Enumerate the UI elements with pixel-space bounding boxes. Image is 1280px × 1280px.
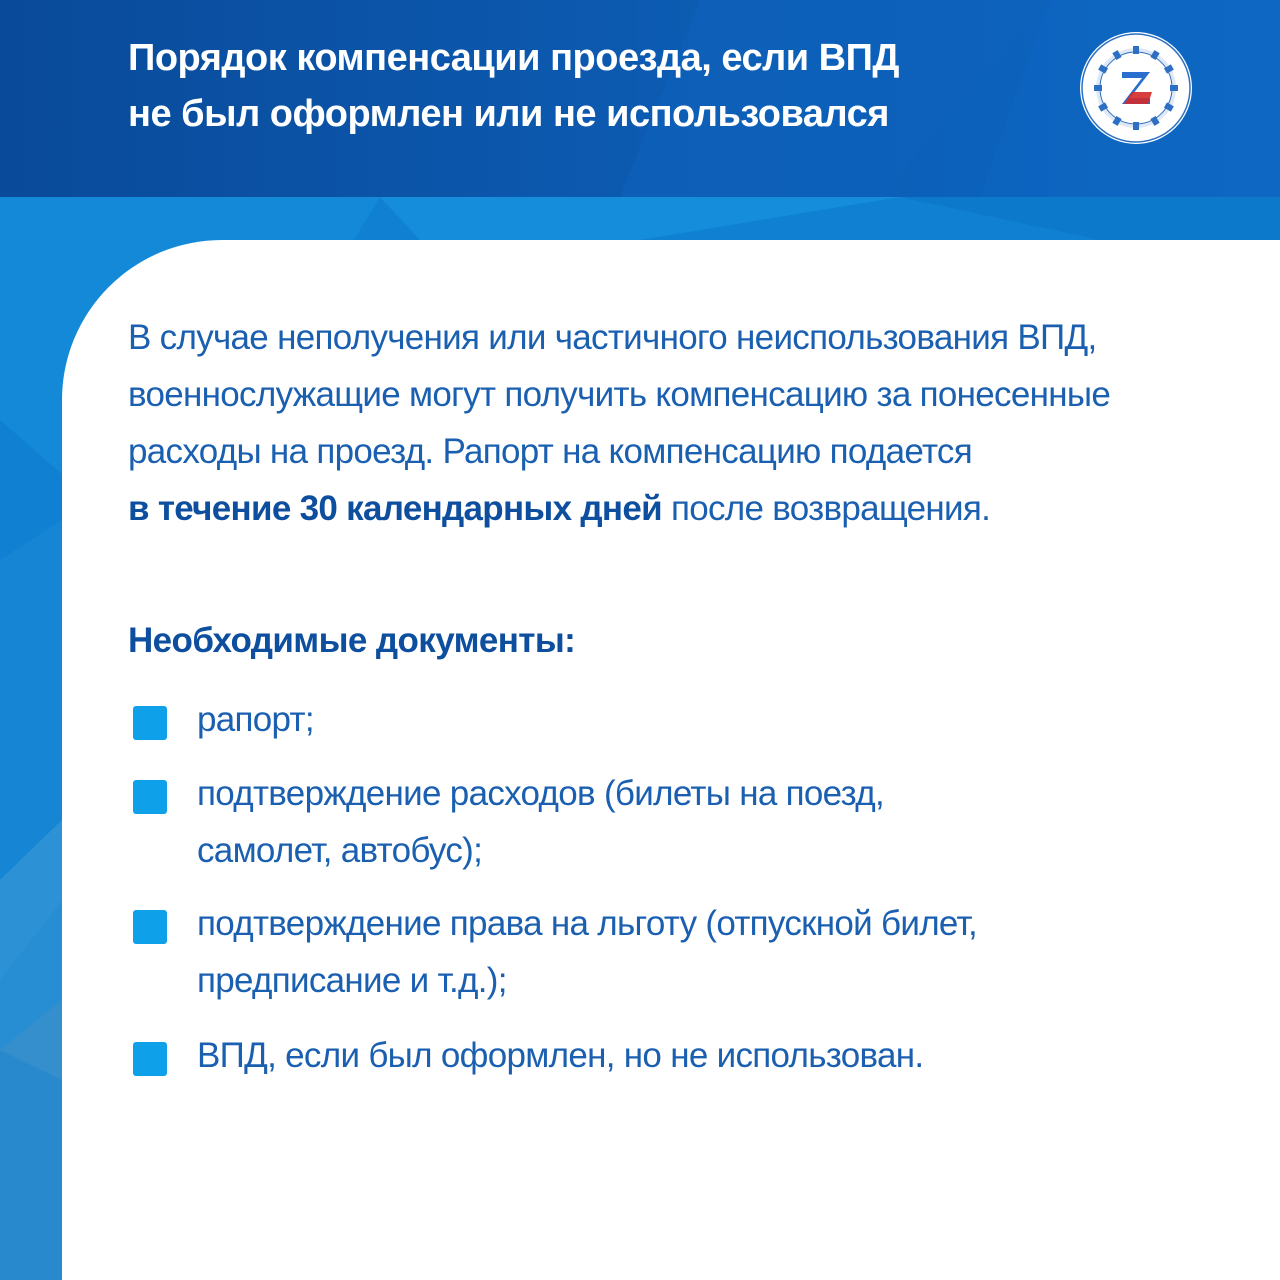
page-title-line: не был оформлен или не использовался [128,93,889,135]
deadline-highlight: в течение 30 календарных дней [128,489,662,528]
list-item-line: подтверждение права на льготу (отпускной билет, [197,904,978,943]
intro-paragraph [128,309,1238,537]
intro-line-rest: после возвращения. [661,489,991,528]
list-item-line: подтверждение расходов (билеты на поезд, [197,774,884,813]
emblem-logo [1076,26,1196,166]
bullet-square-icon [133,780,167,814]
emblem-icon [1076,26,1196,166]
list-item-text [197,691,1157,748]
documents-heading: Необходимые документы: [128,621,576,660]
list-item-line: самолет, автобус); [197,831,483,870]
bullet-square-icon [133,706,167,740]
intro-line [128,480,1238,537]
list-item-text [197,765,1157,879]
list-item-line: ВПД, если был оформлен, но не использован. [197,1036,924,1075]
list-item-text [197,895,1157,1009]
bullet-square-icon [133,910,167,944]
list-item-text [197,1027,1157,1084]
intro-line: расходы на проезд. Рапорт на компенсацию подается [128,432,972,471]
list-item-line: предписание и т.д.); [197,961,507,1000]
intro-line: военнослужащие могут получить компенсацию за понесенные [128,375,1111,414]
bullet-square-icon [133,1042,167,1076]
intro-line: В случае неполучения или частичного неиспользования ВПД, [128,318,1097,357]
list-item-line: рапорт; [197,700,314,739]
page-title [128,30,1028,142]
page-title-line: Порядок компенсации проезда, если ВПД [128,37,899,79]
